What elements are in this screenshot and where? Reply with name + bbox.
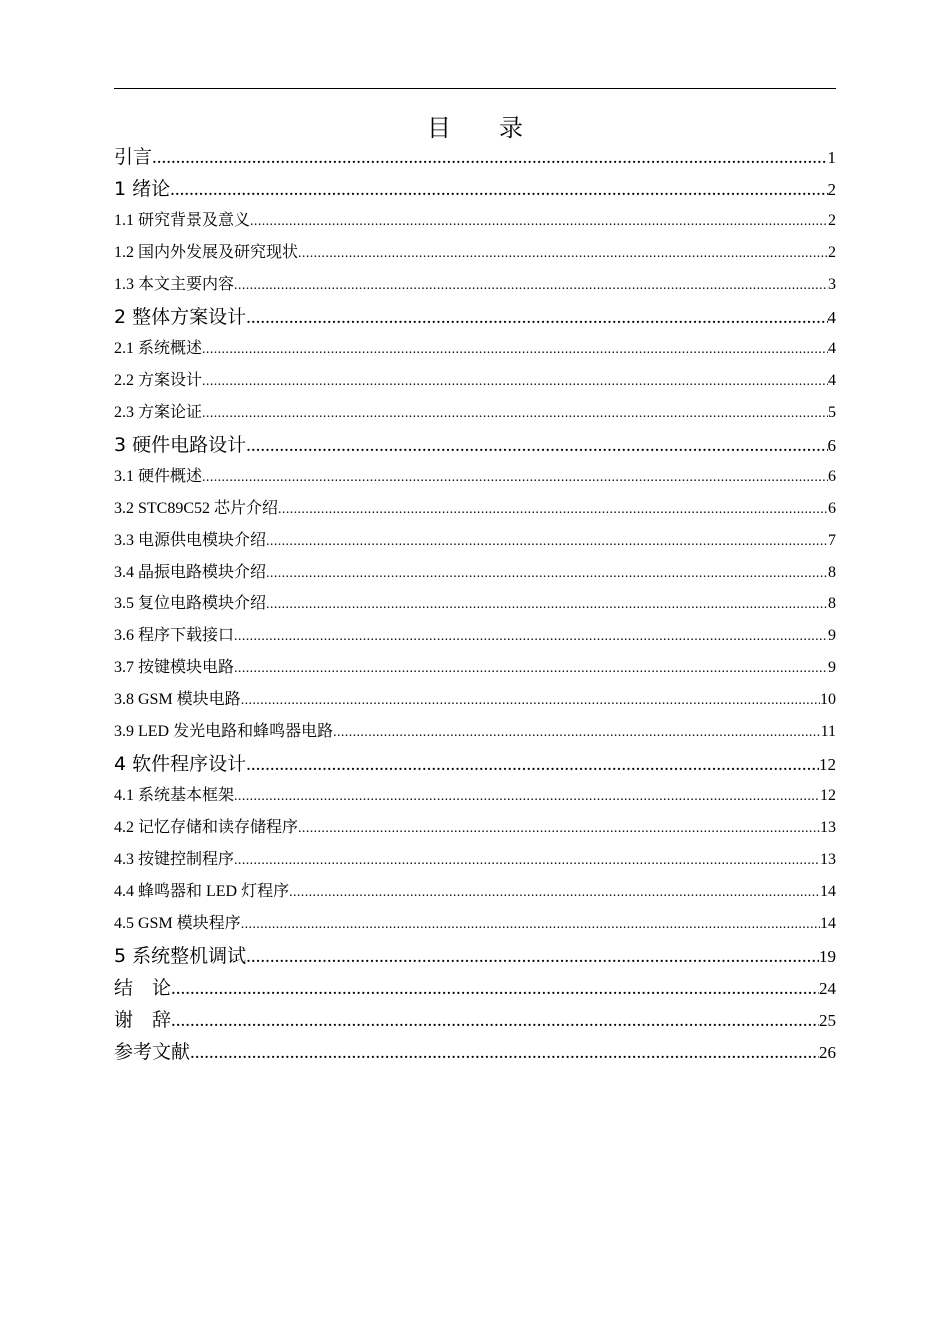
toc-entry-label: 3.2 STC89C52 芯片介绍 bbox=[114, 500, 279, 517]
toc-entry-page: 9 bbox=[828, 659, 836, 676]
toc-entry[interactable] bbox=[114, 559, 836, 588]
toc-entry[interactable] bbox=[114, 463, 836, 492]
toc-entry[interactable] bbox=[114, 527, 836, 556]
toc-entry-label: 3.7 按键模块电路 bbox=[114, 659, 235, 676]
toc-entry-page: 3 bbox=[828, 276, 836, 293]
dot-leader bbox=[250, 208, 828, 236]
toc-entry-label: 3.1 硬件概述 bbox=[114, 468, 203, 485]
dot-leader bbox=[298, 240, 828, 268]
toc-entry-page: 2 bbox=[828, 212, 836, 229]
dot-leader bbox=[241, 911, 820, 939]
toc-entry-label: 3.3 电源供电模块介绍 bbox=[114, 532, 267, 549]
dot-leader bbox=[171, 1006, 819, 1036]
toc-entry-label: 4 软件程序设计 bbox=[114, 753, 247, 775]
toc-entry[interactable] bbox=[114, 814, 836, 843]
toc-entry-label: 结 论 bbox=[114, 977, 172, 999]
toc-entry-label: 1.2 国内外发展及研究现状 bbox=[114, 244, 299, 261]
toc-entry-label: 3.9 LED 发光电路和蜂鸣器电路 bbox=[114, 723, 334, 740]
toc-entry[interactable] bbox=[114, 749, 836, 780]
toc-entry-page: 24 bbox=[819, 979, 836, 998]
dot-leader bbox=[246, 431, 827, 461]
dot-leader bbox=[266, 560, 828, 588]
toc-entry-label: 4.1 系统基本框架 bbox=[114, 787, 235, 804]
toc-entry-label: 谢 辞 bbox=[114, 1009, 172, 1031]
toc-entry[interactable] bbox=[114, 686, 836, 715]
toc-entry-label: 3.4 晶振电路模块介绍 bbox=[114, 564, 267, 581]
toc-entry-page: 13 bbox=[820, 819, 836, 836]
toc-entry-label: 2.2 方案设计 bbox=[114, 372, 203, 389]
dot-leader bbox=[246, 750, 819, 780]
toc-entry-label: 1.3 本文主要内容 bbox=[114, 276, 235, 293]
toc-entry[interactable] bbox=[114, 590, 836, 619]
toc-entry-page: 12 bbox=[819, 755, 836, 774]
dot-leader bbox=[234, 272, 828, 300]
dot-leader bbox=[170, 175, 827, 205]
dot-leader bbox=[202, 368, 828, 396]
dot-leader bbox=[246, 942, 819, 972]
toc-entry[interactable] bbox=[114, 271, 836, 300]
toc-entry[interactable] bbox=[114, 846, 836, 875]
toc-entry-label: 2.1 系统概述 bbox=[114, 340, 203, 357]
toc-entry-page: 9 bbox=[828, 627, 836, 644]
toc-entry-page: 12 bbox=[820, 787, 836, 804]
toc-entry-label: 4.4 蜂鸣器和 LED 灯程序 bbox=[114, 883, 290, 900]
dot-leader bbox=[190, 1038, 819, 1068]
toc-entry[interactable] bbox=[114, 495, 836, 524]
toc-entry-label: 3.5 复位电路模块介绍 bbox=[114, 595, 267, 612]
dot-leader bbox=[202, 336, 828, 364]
toc-entry[interactable] bbox=[114, 878, 836, 907]
toc-entry-page: 19 bbox=[819, 947, 836, 966]
dot-leader bbox=[234, 783, 820, 811]
toc-entry-label: 5 系统整机调试 bbox=[114, 945, 247, 967]
dot-leader bbox=[266, 591, 828, 619]
toc-entry-page: 8 bbox=[828, 564, 836, 581]
toc-entry-page: 14 bbox=[820, 915, 836, 932]
dot-leader bbox=[298, 815, 820, 843]
toc-entry-page: 11 bbox=[820, 723, 836, 740]
toc-entry-page: 1 bbox=[827, 148, 836, 167]
dot-leader bbox=[266, 528, 828, 556]
toc-entry-page: 8 bbox=[828, 595, 836, 612]
toc-entry-page: 4 bbox=[828, 372, 836, 389]
toc-entry[interactable] bbox=[114, 335, 836, 364]
toc-entry[interactable] bbox=[114, 1037, 836, 1068]
toc-entry-label: 2 整体方案设计 bbox=[114, 306, 247, 328]
toc-entry-page: 5 bbox=[828, 404, 836, 421]
toc-entry-page: 4 bbox=[827, 308, 836, 327]
toc-entry-label: 3 硬件电路设计 bbox=[114, 434, 247, 456]
toc-entry-label: 3.8 GSM 模块电路 bbox=[114, 691, 241, 708]
toc-entry[interactable] bbox=[114, 367, 836, 396]
toc-entry-page: 6 bbox=[827, 436, 836, 455]
toc-entry-label: 3.6 程序下载接口 bbox=[114, 627, 235, 644]
toc-entry[interactable] bbox=[114, 782, 836, 811]
dot-leader bbox=[234, 847, 820, 875]
toc-entry[interactable] bbox=[114, 718, 836, 747]
toc-entry-label: 2.3 方案论证 bbox=[114, 404, 203, 421]
toc-entry-page: 14 bbox=[820, 883, 836, 900]
toc-entry[interactable] bbox=[114, 973, 836, 1004]
toc-entry-label: 1.1 研究背景及意义 bbox=[114, 212, 251, 229]
toc-entry-page: 2 bbox=[827, 180, 836, 199]
dot-leader bbox=[202, 400, 828, 428]
toc-entry-page: 13 bbox=[820, 851, 836, 868]
toc-entry-label: 参考文献 bbox=[114, 1041, 191, 1063]
toc-entry-label: 4.5 GSM 模块程序 bbox=[114, 915, 241, 932]
toc-entry[interactable] bbox=[114, 654, 836, 683]
toc-entry-label: 4.3 按键控制程序 bbox=[114, 851, 235, 868]
toc-entry[interactable] bbox=[114, 174, 836, 205]
toc-entry-label: 引言 bbox=[114, 146, 153, 168]
toc-entry-page: 4 bbox=[828, 340, 836, 357]
toc-entry-page: 6 bbox=[828, 468, 836, 485]
dot-leader bbox=[234, 623, 828, 651]
dot-leader bbox=[152, 143, 827, 173]
toc-entry[interactable] bbox=[114, 399, 836, 428]
toc-entry[interactable] bbox=[114, 910, 836, 939]
toc-entry[interactable] bbox=[114, 239, 836, 268]
toc-entry-page: 7 bbox=[828, 532, 836, 549]
dot-leader bbox=[278, 496, 828, 524]
dot-leader bbox=[234, 655, 828, 683]
toc-entry[interactable] bbox=[114, 142, 836, 173]
toc-entry[interactable] bbox=[114, 430, 836, 461]
header-rule bbox=[114, 88, 836, 89]
toc-entry-page: 26 bbox=[819, 1043, 836, 1062]
dot-leader bbox=[333, 719, 820, 747]
toc-entry-label: 4.2 记忆存储和读存储程序 bbox=[114, 819, 299, 836]
toc-entry-page: 10 bbox=[820, 691, 836, 708]
dot-leader bbox=[241, 687, 820, 715]
toc-entry[interactable] bbox=[114, 302, 836, 333]
toc-entry-page: 25 bbox=[819, 1011, 836, 1030]
toc-entry[interactable] bbox=[114, 941, 836, 972]
dot-leader bbox=[171, 974, 819, 1004]
toc-entry-label: 1 绪论 bbox=[114, 178, 171, 200]
toc-entry[interactable] bbox=[114, 207, 836, 236]
page-title: 目 录 bbox=[427, 114, 523, 142]
dot-leader bbox=[289, 879, 820, 907]
dot-leader bbox=[246, 303, 827, 333]
toc-entry[interactable] bbox=[114, 622, 836, 651]
toc-entry-page: 2 bbox=[828, 244, 836, 261]
dot-leader bbox=[202, 464, 828, 492]
toc-entry-page: 6 bbox=[828, 500, 836, 517]
toc-entry[interactable] bbox=[114, 1005, 836, 1036]
